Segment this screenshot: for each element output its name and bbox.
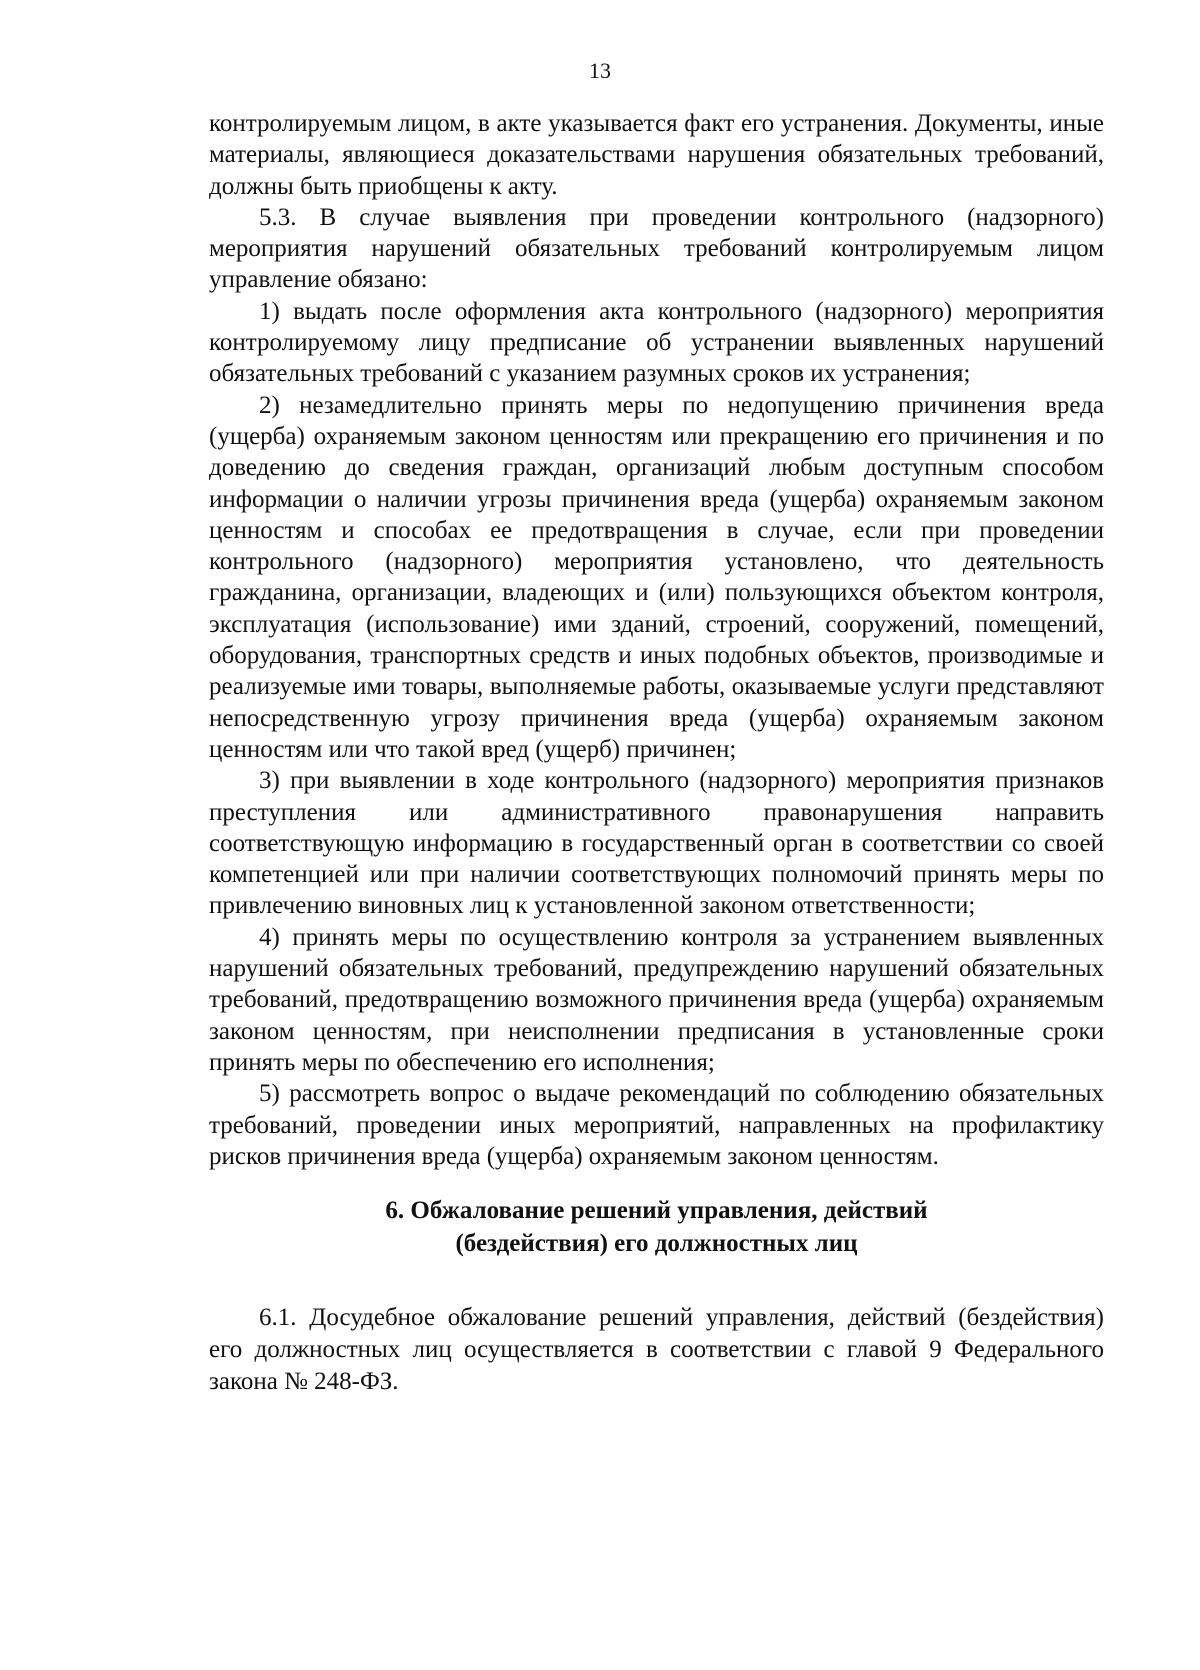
document-body [209,108,1104,1398]
section-heading-line-2: (бездействия) его должностных лиц [455,1230,858,1258]
paragraph-continuation: контролируемым лицом, в акте указывается факт его устранения. Документы, иные материалы, являющиеся доказательствами нарушения обязательных требований, должны быть приобщены к акту. [209,110,1104,200]
list-item-1: 1) выдать после оформления акта контрольного (надзорного) мероприятия контролируемому лицу предписание об устранении выявленных нарушений обязательных требований с указанием разумных сроков их устранения; [209,297,1104,388]
section-heading-line-1: 6. Обжалование решений управления, действий [385,1197,928,1225]
list-item-3: 3) при выявлении в ходе контрольного (надзорного) мероприятия признаков преступления или административного правонарушения направить соответствующую информацию в государственный орган в соответствии со своей компетенцией или при наличии соответствующих полномочий принять меры по привлечению виновных лиц к установленной законом ответственности; [209,767,1104,920]
paragraph-6-1: 6.1. Досудебное обжалование решений управления, действий (бездействия) его должностных лиц осуществляется в соответствии с главой 9 Федерального закона № 248-ФЗ. [209,1304,1104,1396]
section-heading [209,1194,1104,1260]
page-number: 13 [589,58,611,83]
paragraph-5-3: 5.3. В случае выявления при проведении контрольного (надзорного) мероприятия нарушений обязательных требований контролируемым лицом управление обязано: [209,203,1104,294]
list-item-5: 5) рассмотреть вопрос о выдаче рекомендаций по соблюдению обязательных требований, проведении иных мероприятий, направленных на профилактику рисков причинения вреда (ущерба) охраняемым законом ценностям. [209,1080,1104,1170]
list-item-4: 4) принять меры по осуществлению контроля за устранением выявленных нарушений обязательных требований, предупреждению нарушений обязательных требований, предотвращению возможного причинения вреда (ущерба) охраняемым законом ценностям, при неисполнении предписания в установленные сроки принять меры по обеспечению его исполнения; [209,923,1104,1076]
list-item-2: 2) незамедлительно принять меры по недопущению причинения вреда (ущерба) охраняемым законом ценностям или прекращению его причинения и по доведению до сведения граждан, организаций любым доступным способом информации о наличии угрозы причинения вреда (ущерба) охраняемым законом ценностям и способах ее предотвращения в случае, если при проведении контрольного (надзорного) мероприятия установлено, что деятельность гражданина, организации, владеющих и (или) пользующихся объектом контроля, эксплуатация (использование) ими зданий, строений, сооружений, помещений, оборудования, транспортных средств и иных подобных объектов, производимые и реализуемые ими товары, выполняемые работы, оказываемые услуги представляют непосредственную угрозу причинения вреда (ущерба) охраняемым законом ценностям или что такой вред (ущерб) причинен; [209,391,1104,763]
